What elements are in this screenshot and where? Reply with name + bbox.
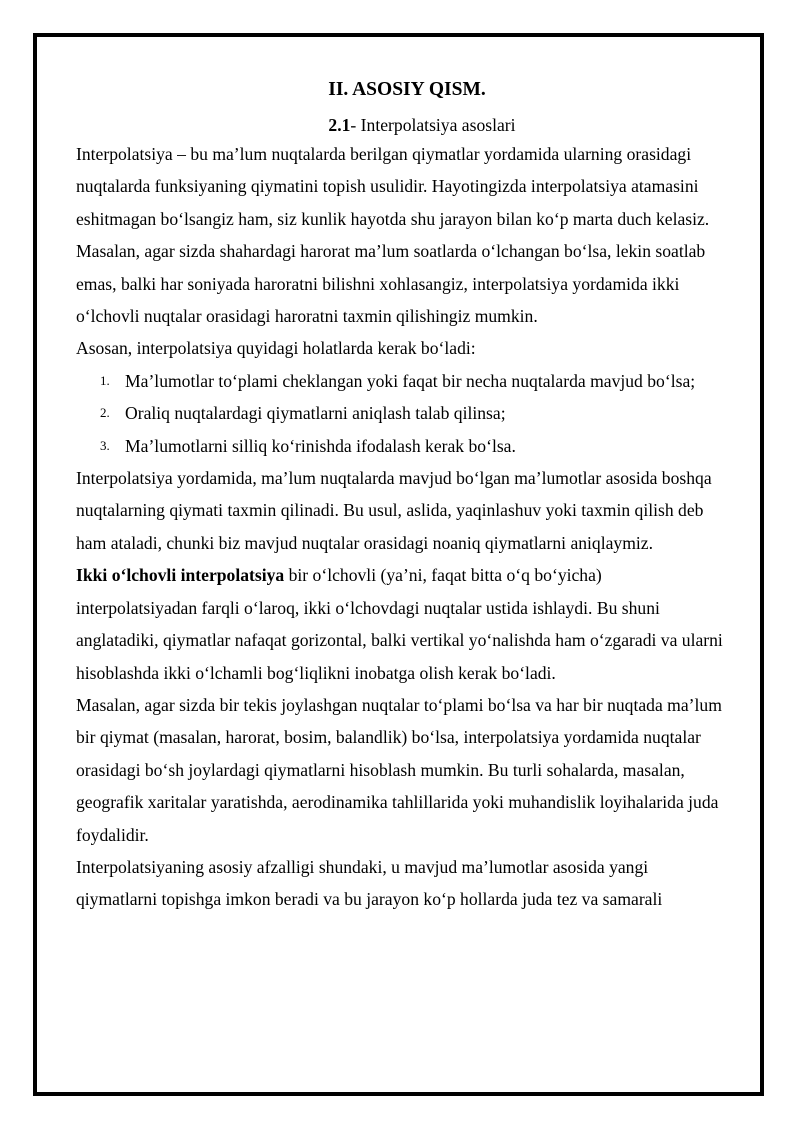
list-item [76,365,726,397]
list-text: Oraliq nuqtalardagi qiymatlarni aniqlash talab qilinsa; [125,403,506,424]
paragraph-list-intro: Asosan, interpolatsiya quyidagi holatlarda kerak boʻladi: [76,338,476,359]
document-body [76,78,726,916]
paragraph-2d-text: bir oʻlchovli (ya’ni, faqat bitta oʻq boʻyicha) interpolatsiyadan farqli oʻlaroq, ikki oʻlchovdagi nuqtalar ustida ishlaydi. Bu shuni anglatadiki, qiymatlar nafaqat gorizontal, balki vertikal yoʻnalishda ham oʻzgaradi va ularni hisoblashda ikki oʻlchamli bogʻliqlikni inobatga olish kerak boʻladi. [76,565,723,683]
list-item [76,397,726,429]
list-text: Ma’lumotlarni silliq koʻrinishda ifodalash kerak boʻlsa. [125,435,516,456]
list-number: 1. [100,372,110,388]
list-item [76,430,726,462]
section-heading: II. ASOSIY QISM. [328,79,486,100]
subsection-title: - Interpolatsiya asoslari [350,115,516,135]
list-text: Ma’lumotlar toʻplami cheklangan yoki faqat bir necha nuqtalarda mavjud boʻlsa; [125,370,696,391]
paragraph-2d-interpolation [76,559,726,689]
paragraph-advantage: Interpolatsiyaning asosiy afzalligi shundaki, u mavjud ma’lumotlar asosida yangi qiymatlarni topishga imkon beradi va bu jarayon koʻp hollarda juda tez va samarali [76,856,663,910]
list-number: 3. [100,437,110,453]
subsection-number: 2.1 [328,115,351,135]
paragraph-example: Masalan, agar sizda bir tekis joylashgan nuqtalar toʻplami boʻlsa va har bir nuqtada ma’lum bir qiymat (masalan, harorat, bosim, balandlik) boʻlsa, interpolatsiya yordamida nuqtalar orasidagi boʻsh joylardagi qiymatlarni hisoblash mumkin. Bu turli sohalarda, masalan, geografik xaritalar yaratishda, aerodinamika tahlillarida yoki muhandislik loyihalarida juda foydalidir. [76,694,722,845]
paragraph-approximation: Interpolatsiya yordamida, ma’lum nuqtalarda mavjud boʻlgan ma’lumotlar asosida boshqa nuqtalarning qiymati taxmin qilinadi. Bu usul, aslida, yaqinlashuv yoki taxmin qilish deb ham ataladi, chunki biz mavjud nuqtalar orasidagi noaniq qiymatlarni aniqlaymiz. [76,468,712,553]
subsection-heading [76,112,726,138]
list-number: 2. [100,405,110,421]
cases-list [76,365,726,462]
paragraph-definition: Interpolatsiya – bu ma’lum nuqtalarda berilgan qiymatlar yordamida ularning orasidagi nuqtalarda funksiyaning qiymatini topish usulidir. Hayotingizda interpolatsiya atamasini eshitmagan boʻlsangiz ham, siz kunlik hayotda shu jarayon bilan koʻp marta duch kelasiz. Masalan, agar sizda shahardagi harorat ma’lum soatlarda oʻlchangan boʻlsa, lekin soatlab emas, balki har soniyada haroratni bilishni xohlasangiz, interpolatsiya yordamida ikki oʻlchovli nuqtalar orasidagi haroratni taxmin qilishingiz mumkin. [76,144,710,327]
bold-term: Ikki oʻlchovli interpolatsiya [76,565,285,586]
